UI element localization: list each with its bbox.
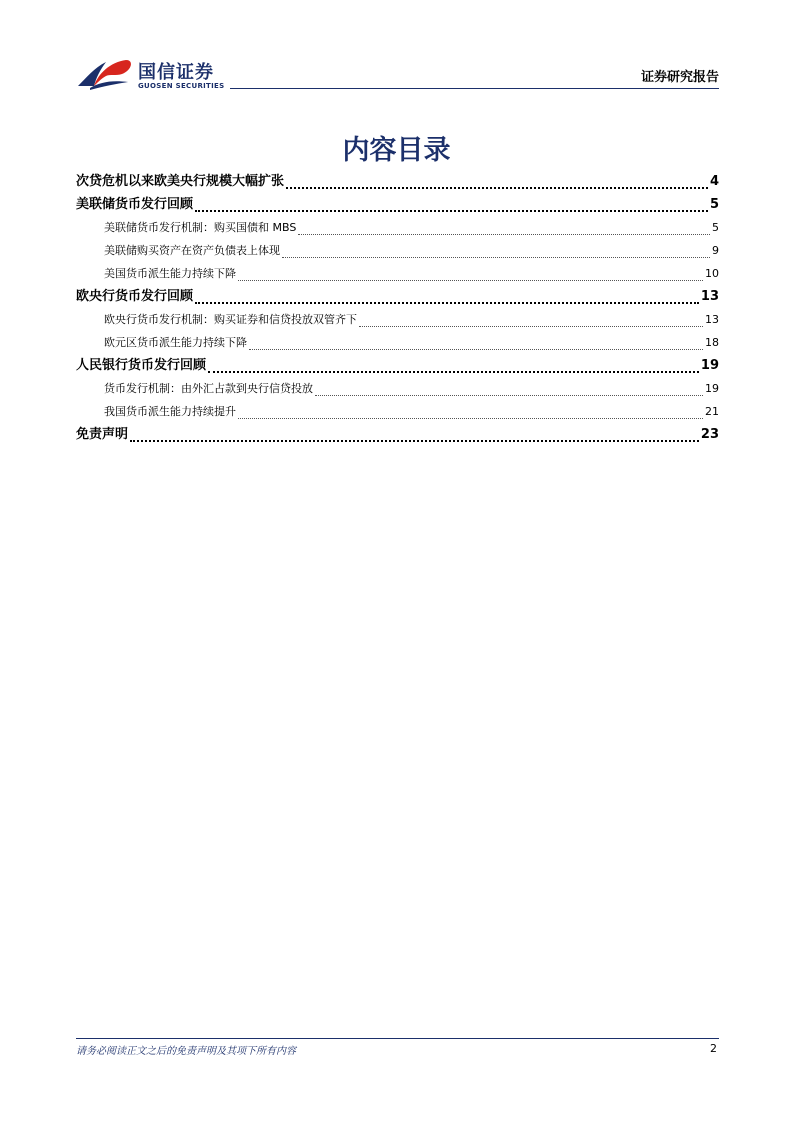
toc-entry-page: 5	[712, 221, 719, 234]
toc-title: 内容目录	[342, 135, 451, 166]
page-number: 2	[710, 1042, 717, 1055]
toc-entry[interactable]	[76, 423, 719, 446]
table-of-contents	[76, 170, 719, 446]
toc-entry-page: 19	[700, 358, 719, 373]
toc-leader	[130, 439, 699, 442]
toc-leader	[315, 394, 703, 396]
toc-leader	[238, 279, 703, 281]
toc-entry-label: 货币发行机制：由外汇占款到央行信贷投放	[104, 382, 313, 395]
toc-entry-label: 美联储货币发行机制：购买国债和 MBS	[104, 221, 297, 234]
toc-subentry[interactable]	[76, 239, 719, 262]
toc-entry-label: 免责声明	[76, 427, 129, 442]
toc-entry-label: 欧央行货币发行回顾	[76, 289, 194, 304]
toc-entry-label: 次贷危机以来欧美央行规模大幅扩张	[76, 174, 285, 189]
toc-leader	[282, 256, 710, 258]
toc-entry-label: 欧元区货币派生能力持续下降	[104, 336, 247, 349]
toc-entry-page: 4	[709, 174, 719, 189]
toc-entry[interactable]	[76, 354, 719, 377]
toc-leader	[208, 370, 699, 373]
logo-english-name: GUOSEN SECURITIES	[138, 82, 225, 90]
guosen-logo	[76, 56, 236, 96]
toc-leader	[195, 209, 708, 212]
toc-entry[interactable]	[76, 170, 719, 193]
toc-entry-page: 21	[705, 405, 719, 418]
toc-leader	[359, 325, 703, 327]
footer-divider	[76, 1038, 719, 1039]
toc-entry-label: 人民银行货币发行回顾	[76, 358, 207, 373]
toc-entry-label: 美联储货币发行回顾	[76, 197, 194, 212]
toc-leader	[298, 233, 710, 235]
toc-subentry[interactable]	[76, 377, 719, 400]
toc-entry-page: 10	[705, 267, 719, 280]
toc-entry-label: 美联储购买资产在资产负债表上体现	[104, 244, 280, 257]
report-type-label: 证券研究报告	[640, 70, 719, 85]
toc-subentry[interactable]	[76, 400, 719, 423]
toc-leader	[238, 417, 703, 419]
toc-subentry[interactable]	[76, 308, 719, 331]
toc-entry[interactable]	[76, 285, 719, 308]
toc-entry[interactable]	[76, 193, 719, 216]
toc-subentry[interactable]	[76, 331, 719, 354]
toc-leader	[286, 186, 708, 189]
toc-entry-label: 美国货币派生能力持续下降	[104, 267, 236, 280]
toc-subentry[interactable]	[76, 216, 719, 239]
logo-chinese-name: 国信证券	[138, 62, 214, 83]
toc-entry-page: 13	[705, 313, 719, 326]
header-divider	[230, 88, 719, 89]
toc-entry-page: 9	[712, 244, 719, 257]
toc-leader	[249, 348, 703, 350]
page-header	[0, 0, 793, 100]
footer-disclaimer: 请务必阅读正文之后的免责声明及其项下所有内容	[76, 1046, 296, 1057]
toc-entry-label: 我国货币派生能力持续提升	[104, 405, 236, 418]
guosen-logo-icon	[76, 56, 136, 92]
toc-entry-page: 13	[700, 289, 719, 304]
toc-entry-page: 19	[705, 382, 719, 395]
toc-entry-page: 18	[705, 336, 719, 349]
toc-subentry[interactable]	[76, 262, 719, 285]
toc-entry-page: 23	[700, 427, 719, 442]
toc-entry-page: 5	[709, 197, 719, 212]
toc-entry-label: 欧央行货币发行机制：购买证券和信贷投放双管齐下	[104, 313, 357, 326]
toc-leader	[195, 301, 699, 304]
